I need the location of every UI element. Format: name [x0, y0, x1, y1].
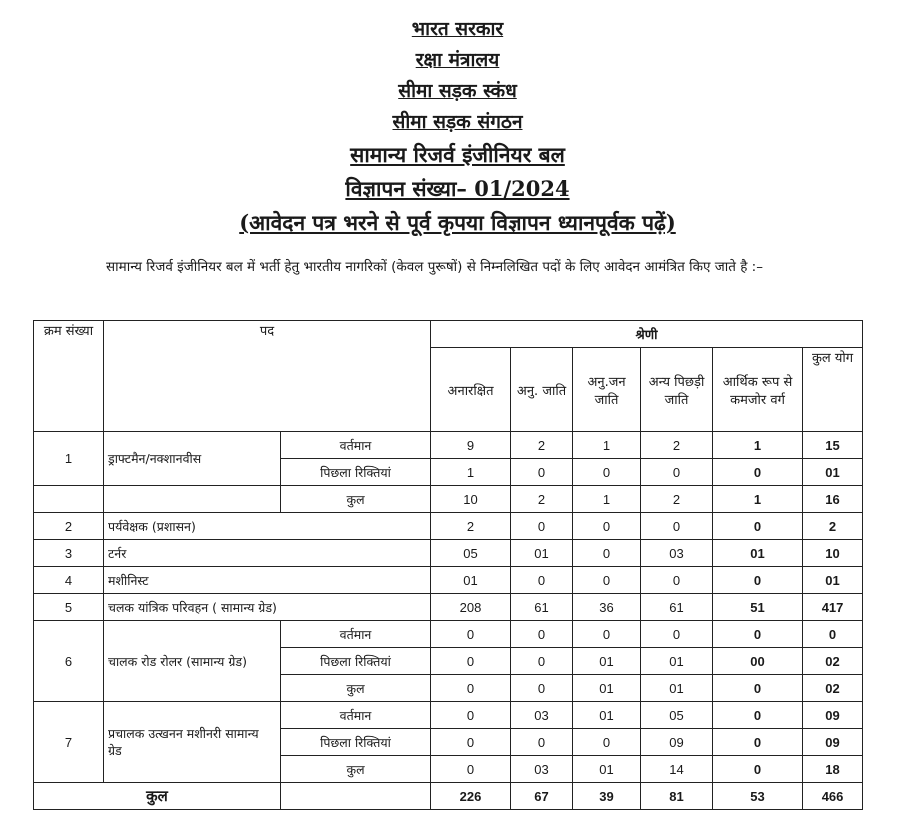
serial-cell: 6: [34, 621, 104, 702]
subcategory-cell: पिछला रिक्तियां: [281, 729, 431, 756]
post-cell: मशीनिस्ट: [104, 567, 431, 594]
total-value-cell: 53: [713, 783, 803, 810]
value-cell: 51: [713, 594, 803, 621]
value-cell: 0: [803, 621, 863, 648]
value-cell: 0: [431, 648, 511, 675]
value-cell: 01: [431, 567, 511, 594]
table-row: [34, 621, 863, 648]
value-cell: 02: [803, 648, 863, 675]
value-cell: 61: [641, 594, 713, 621]
value-cell: 0: [641, 513, 713, 540]
value-cell: 0: [511, 675, 573, 702]
category-header: अनु.जन जाति: [573, 348, 641, 432]
value-cell: 01: [713, 540, 803, 567]
subcategory-cell: पिछला रिक्तियां: [281, 459, 431, 486]
category-header: कुल योग: [803, 348, 863, 432]
value-cell: 2: [511, 486, 573, 513]
serial-cell: 4: [34, 567, 104, 594]
value-cell: 0: [431, 702, 511, 729]
value-cell: 2: [803, 513, 863, 540]
value-cell: 0: [713, 729, 803, 756]
value-cell: 01: [573, 756, 641, 783]
header-post: पद: [104, 321, 431, 432]
value-cell: 0: [511, 513, 573, 540]
table-row: [34, 594, 863, 621]
total-value-cell: 81: [641, 783, 713, 810]
total-value-cell: 39: [573, 783, 641, 810]
post-cell: ड्राफ्टमैन/नक्शानवीस: [104, 432, 281, 486]
value-cell: 0: [573, 729, 641, 756]
value-cell: 01: [803, 567, 863, 594]
intro-paragraph: सामान्य रिजर्व इंजीनियर बल में भर्ती हेतु भारतीय नागरिकों (केवल पुरूषों) से निम्नलिखित पदों के लिए आवेदन आमंत्रित किए जाते है :–: [106, 259, 763, 275]
value-cell: 0: [511, 729, 573, 756]
subcategory-cell: वर्तमान: [281, 702, 431, 729]
category-header: अनारक्षित: [431, 348, 511, 432]
value-cell: 0: [641, 567, 713, 594]
value-cell: 03: [641, 540, 713, 567]
total-value-cell: 67: [511, 783, 573, 810]
table-row: [34, 540, 863, 567]
value-cell: 0: [573, 459, 641, 486]
value-cell: 2: [511, 432, 573, 459]
value-cell: 0: [431, 756, 511, 783]
serial-cell: 3: [34, 540, 104, 567]
serial-cell: 2: [34, 513, 104, 540]
value-cell: 01: [573, 702, 641, 729]
value-cell: 0: [573, 567, 641, 594]
document-header: [0, 14, 915, 240]
value-cell: 14: [641, 756, 713, 783]
value-cell: 10: [431, 486, 511, 513]
value-cell: 0: [713, 459, 803, 486]
subcategory-cell: वर्तमान: [281, 432, 431, 459]
subcategory-cell: कुल: [281, 486, 431, 513]
category-header: अनु. जाति: [511, 348, 573, 432]
value-cell: 0: [511, 459, 573, 486]
post-cell: प्रचालक उत्खनन मशीनरी सामान्य ग्रेड: [104, 702, 281, 783]
total-label: कुल: [34, 783, 281, 810]
value-cell: 1: [431, 459, 511, 486]
value-cell: 0: [511, 621, 573, 648]
value-cell: 0: [431, 621, 511, 648]
header-line: सीमा सड़क स्कंध: [398, 80, 517, 102]
advertisement-number: विज्ञापन संख्या– 01/2024: [345, 176, 570, 201]
total-row: [34, 783, 863, 810]
header-line: सामान्य रिजर्व इंजीनियर बल: [350, 142, 565, 167]
subcategory-cell: वर्तमान: [281, 621, 431, 648]
value-cell: 01: [803, 459, 863, 486]
value-cell: 0: [713, 702, 803, 729]
value-cell: 0: [511, 648, 573, 675]
header-category: श्रेणी: [431, 321, 863, 348]
post-cell: चलक यांत्रिक परिवहन ( सामान्य ग्रेड): [104, 594, 431, 621]
value-cell: 2: [641, 486, 713, 513]
serial-cell: 5: [34, 594, 104, 621]
value-cell: 208: [431, 594, 511, 621]
value-cell: 0: [511, 567, 573, 594]
value-cell: 0: [713, 513, 803, 540]
value-cell: 03: [511, 756, 573, 783]
value-cell: 0: [713, 621, 803, 648]
value-cell: 18: [803, 756, 863, 783]
value-cell: 0: [641, 621, 713, 648]
table-row: [34, 513, 863, 540]
value-cell: 417: [803, 594, 863, 621]
value-cell: 1: [573, 432, 641, 459]
value-cell: 36: [573, 594, 641, 621]
serial-cell-empty: [34, 486, 104, 513]
value-cell: 01: [511, 540, 573, 567]
value-cell: 05: [431, 540, 511, 567]
category-header: आर्थिक रूप से कमजोर वर्ग: [713, 348, 803, 432]
value-cell: 01: [641, 648, 713, 675]
total-value-cell: 226: [431, 783, 511, 810]
value-cell: 1: [573, 486, 641, 513]
value-cell: 00: [713, 648, 803, 675]
value-cell: 02: [803, 675, 863, 702]
subcategory-cell: पिछला रिक्तियां: [281, 648, 431, 675]
value-cell: 10: [803, 540, 863, 567]
category-header: अन्य पिछड़ी जाति: [641, 348, 713, 432]
value-cell: 2: [431, 513, 511, 540]
value-cell: 0: [713, 567, 803, 594]
value-cell: 01: [641, 675, 713, 702]
header-line: रक्षा मंत्रालय: [415, 49, 500, 71]
value-cell: 1: [713, 432, 803, 459]
value-cell: 01: [573, 648, 641, 675]
subcategory-cell: कुल: [281, 756, 431, 783]
serial-cell: 1: [34, 432, 104, 486]
post-cell: पर्यवेक्षक (प्रशासन): [104, 513, 431, 540]
header-line: सीमा सड़क संगठन: [392, 111, 523, 133]
value-cell: 0: [713, 756, 803, 783]
post-cell: चालक रोड रोलर (सामान्य ग्रेड): [104, 621, 281, 702]
instruction-line: (आवेदन पत्र भरने से पूर्व कृपया विज्ञापन ध्यानपूर्वक पढ़ें): [239, 210, 676, 235]
value-cell: 09: [641, 729, 713, 756]
value-cell: 1: [713, 486, 803, 513]
subcategory-cell: कुल: [281, 675, 431, 702]
table-row: [34, 486, 863, 513]
value-cell: 09: [803, 729, 863, 756]
value-cell: 0: [713, 675, 803, 702]
value-cell: 61: [511, 594, 573, 621]
value-cell: 0: [431, 675, 511, 702]
header-serial: क्रम संख्या: [34, 321, 104, 432]
value-cell: 16: [803, 486, 863, 513]
total-value-cell: 466: [803, 783, 863, 810]
value-cell: 15: [803, 432, 863, 459]
table-row: [34, 702, 863, 729]
value-cell: 05: [641, 702, 713, 729]
table-row: [34, 432, 863, 459]
total-empty-cell: [281, 783, 431, 810]
header-line: भारत सरकार: [411, 18, 504, 40]
value-cell: 0: [573, 540, 641, 567]
value-cell: 0: [641, 459, 713, 486]
value-cell: 0: [431, 729, 511, 756]
value-cell: 9: [431, 432, 511, 459]
value-cell: 01: [573, 675, 641, 702]
value-cell: 0: [573, 513, 641, 540]
serial-cell: 7: [34, 702, 104, 783]
value-cell: 09: [803, 702, 863, 729]
value-cell: 03: [511, 702, 573, 729]
vacancy-table: [33, 320, 863, 810]
post-cell: टर्नर: [104, 540, 431, 567]
value-cell: 0: [573, 621, 641, 648]
table-row: [34, 567, 863, 594]
post-cell-empty: [104, 486, 281, 513]
value-cell: 2: [641, 432, 713, 459]
